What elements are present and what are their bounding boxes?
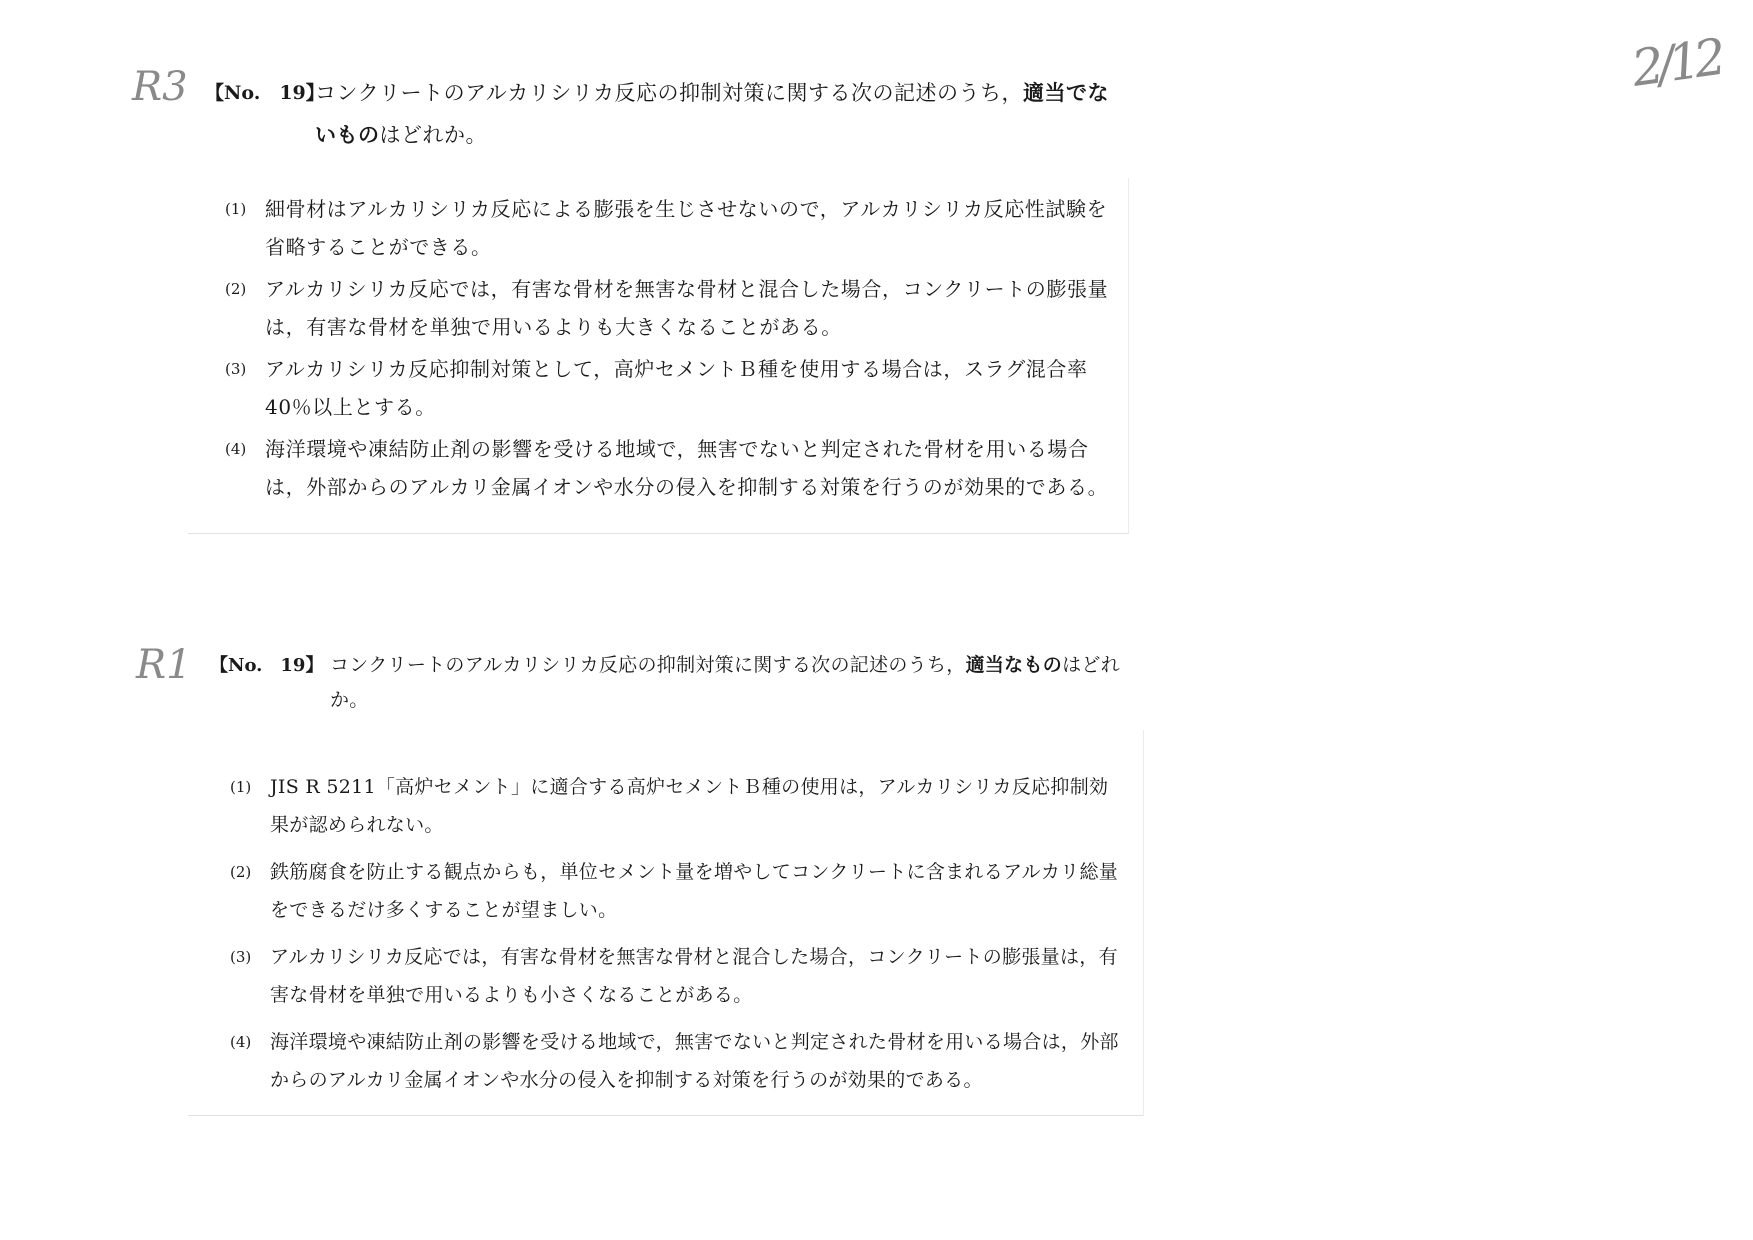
option-number: (3) [230, 948, 252, 966]
option-number: (4) [225, 440, 247, 458]
option-item [225, 190, 1120, 266]
question-number: 【No. 19】 [210, 655, 324, 676]
question-r1-header [210, 648, 1130, 718]
option-text: 海洋環境や凍結防止剤の影響を受ける地域で，無害でないと判定された骨材を用いる場合は，外部からのアルカリ金属イオンや水分の侵入を抑制する対策を行うのが効果的である。 [270, 1031, 1119, 1091]
question-text-before: コンクリートのアルカリシリカ反応の抑制対策に関する次の記述のうち， [330, 654, 966, 676]
option-text: 鉄筋腐食を防止する観点からも，単位セメント量を増やしてコンクリートに含まれるアルカリ総量をできるだけ多くすることが望ましい。 [270, 861, 1119, 921]
option-item [230, 938, 1120, 1014]
question-text-before: コンクリートのアルカリシリカ反応の抑制対策に関する次の記述のうち， [315, 81, 1024, 105]
question-text-after: はどれか。 [330, 654, 1120, 711]
option-text: JIS R 5211「高炉セメント」に適合する高炉セメントＢ種の使用は，アルカリシリカ反応抑制効果が認められない。 [270, 776, 1109, 836]
handwritten-label-r1: R1 [136, 642, 192, 688]
option-number: (1) [230, 778, 252, 796]
question-emphasis: 適当でないもの [315, 80, 1110, 147]
question-text [330, 648, 1130, 718]
question-r3-header [205, 72, 1125, 156]
option-number: (1) [225, 200, 247, 218]
question-r1-options [230, 768, 1120, 1108]
option-text: 細骨材はアルカリシリカ反応による膨張を生じさせないので，アルカリシリカ反応性試験を省略することができる。 [265, 197, 1108, 259]
handwritten-page-mark: 2/12 [1628, 28, 1724, 98]
option-number: (2) [230, 863, 252, 881]
option-item [225, 270, 1120, 346]
question-text [315, 72, 1125, 156]
option-item [225, 350, 1120, 426]
option-item [225, 430, 1120, 506]
question-r3-options [225, 190, 1120, 510]
question-text-after: はどれか。 [379, 123, 487, 147]
option-number: (2) [225, 280, 247, 298]
option-text: アルカリシリカ反応抑制対策として，高炉セメントＢ種を使用する場合は，スラグ混合率40％以上とする。 [265, 357, 1088, 419]
option-number: (4) [230, 1033, 252, 1051]
option-text: アルカリシリカ反応では，有害な骨材を無害な骨材と混合した場合，コンクリートの膨張量は，有害な骨材を単独で用いるよりも小さくなることがある。 [270, 946, 1118, 1006]
handwritten-label-r3: R3 [132, 64, 188, 110]
option-number: (3) [225, 360, 247, 378]
option-text: アルカリシリカ反応では，有害な骨材を無害な骨材と混合した場合，コンクリートの膨張量は，有害な骨材を単独で用いるよりも大きくなることがある。 [265, 277, 1109, 339]
option-item [230, 1023, 1120, 1099]
question-emphasis: 適当なもの [965, 654, 1063, 676]
option-item [230, 768, 1120, 844]
question-number: 【No. 19】 [205, 82, 325, 104]
option-item [230, 853, 1120, 929]
option-text: 海洋環境や凍結防止剤の影響を受ける地域で，無害でないと判定された骨材を用いる場合は，外部からのアルカリ金属イオンや水分の侵入を抑制する対策を行うのが効果的である。 [265, 437, 1109, 499]
